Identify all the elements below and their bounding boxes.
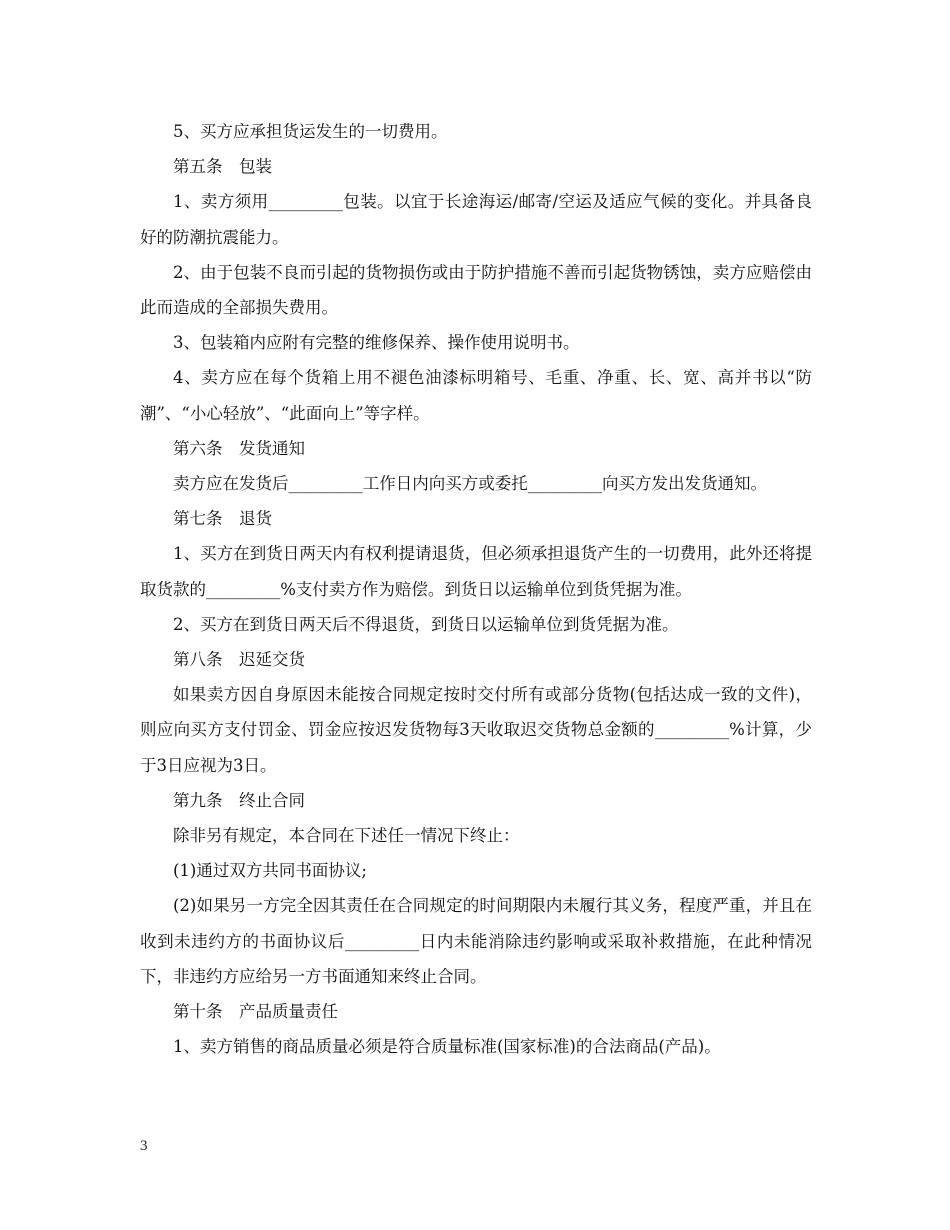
article-9-item-2: (2)如果另一方完全因其责任在合同规定的时间期限内未履行其义务，程度严重，并且在收到未违约方的书面协议后_________日内未能消除违约影响或采取补救措施，在此种情况下，非违约方应给另一方书面通知来终止合同。 — [140, 896, 812, 986]
article-7-heading: 第七条 退货 — [173, 509, 272, 529]
article-10-item-1: 1、卖方销售的商品质量必须是符合质量标准(国家标准)的合法商品(产品)。 — [173, 1037, 721, 1057]
article-5-item-3: 3、包装箱内应附有完整的维修保养、操作使用说明书。 — [173, 333, 580, 353]
article-6-text: 卖方应在发货后_________工作日内向买方或委托_________向买方发出发货通知。 — [173, 474, 767, 494]
article-9-heading: 第九条 终止合同 — [173, 790, 305, 810]
page-number: 3 — [140, 1138, 148, 1154]
article-6-heading: 第六条 发货通知 — [173, 438, 305, 458]
article-7-item-1: 1、买方在到货日两天内有权利提请退货，但必须承担退货产生的一切费用，此外还将提取货款的_________%支付卖方作为赔偿。到货日以运输单位到货凭据为准。 — [140, 544, 812, 599]
clause-5-buyer-freight: 5、买方应承担货运发生的一切费用。 — [173, 122, 448, 141]
article-8-heading: 第八条 迟延交货 — [173, 650, 305, 670]
article-10-heading: 第十条 产品质量责任 — [173, 1002, 338, 1022]
article-8-text: 如果卖方因自身原因未能按合同规定按时交付所有或部分货物(包括达成一致的文件)，则应向买方支付罚金、罚金应按迟发货物每3天收取迟交货物总金额的_________%计算，少于3日应视为3日。 — [140, 685, 812, 775]
article-9-intro: 除非另有规定，本合同在下述任一情况下终止： — [173, 826, 520, 846]
article-5-item-4: 4、卖方应在每个货箱上用不褪色油漆标明箱号、毛重、净重、长、宽、高并书以“防潮”、“小心轻放”、“此面向上”等字样。 — [140, 368, 812, 423]
article-5-item-2: 2、由于包装不良而引起的货物损伤或由于防护措施不善而引起货物锈蚀，卖方应赔偿由此而造成的全部损失费用。 — [140, 262, 812, 318]
article-5-item-1: 1、卖方须用_________包装。以宜于长途海运/邮寄/空运及适应气候的变化。并具备良好的防潮抗震能力。 — [140, 192, 812, 247]
article-7-item-2: 2、买方在到货日两天后不得退货，到货日以运输单位到货凭据为准。 — [173, 614, 679, 634]
document-body — [140, 114, 812, 1064]
article-9-item-1: (1)通过双方共同书面协议; — [173, 861, 367, 881]
article-5-heading: 第五条 包装 — [173, 157, 272, 177]
